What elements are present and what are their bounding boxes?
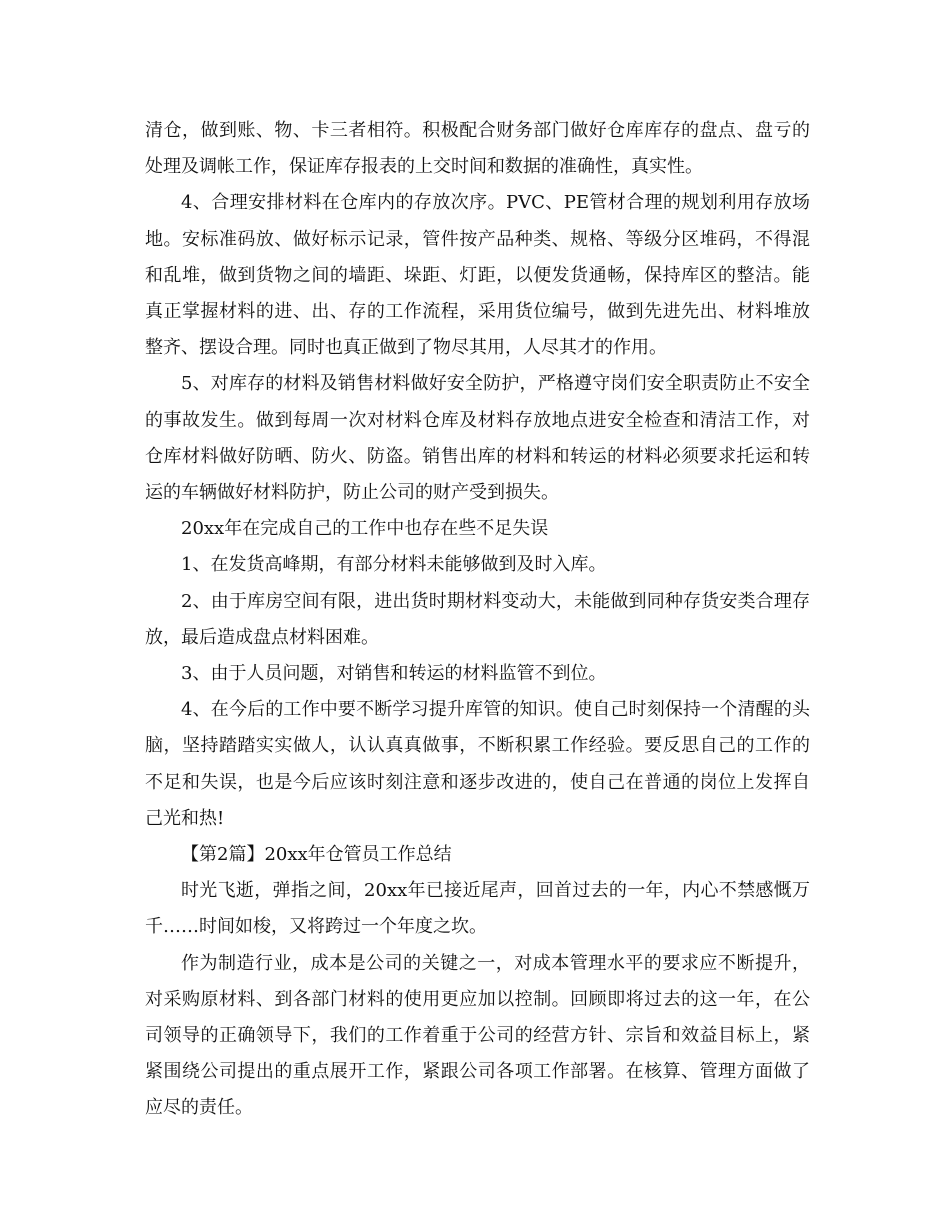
paragraph-shortcomings-intro: 20xx年在完成自己的工作中也存在些不足失误	[181, 518, 549, 540]
section-heading-article-2: 【第2篇】20xx年仓管员工作总结	[181, 844, 452, 866]
paragraph-shortcoming-3: 3、由于人员问题，对销售和转运的材料监管不到位。	[181, 663, 607, 685]
paragraph-item-4-storage-order: 4、合理安排材料在仓库内的存放次序。PVC、PE管材合理的规划利用存放场地。安标准码放、做好标示记录，管件按产品种类、规格、等级分区堆码，不得混和乱堆，做到货物之间的墙距、垛距、灯距，以便发货通畅，保持库区的整洁。能真正掌握材料的进、出、存的工作流程，采用货位编号，做到先进先出、材料堆放整齐、摆设合理。同时也真正做到了物尽其用，人尽其才的作用。	[145, 192, 810, 359]
paragraph-shortcoming-4: 4、在今后的工作中要不断学习提升库管的知识。使自己时刻保持一个清醒的头脑，坚持踏踏实实做人，认认真真做事，不断积累工作经验。要反思自己的工作的不足和失误，也是今后应该时刻注意和逐步改进的，使自己在普通的岗位上发挥自己光和热!	[145, 699, 810, 829]
paragraph-shortcoming-1: 1、在发货高峰期，有部分材料未能够做到及时入库。	[181, 554, 607, 576]
paragraph-continuation: 清仓，做到账、物、卡三者相符。积极配合财务部门做好仓库库存的盘点、盘亏的处理及调帐工作，保证库存报表的上交时间和数据的准确性，真实性。	[145, 120, 810, 178]
document-page	[145, 113, 810, 1127]
paragraph-item-5-safety: 5、对库存的材料及销售材料做好安全防护，严格遵守岗们安全职责防止不安全的事故发生。做到每周一次对材料仓库及材料存放地点进安全检查和清洁工作，对仓库材料做好防晒、防火、防盗。销售出库的材料和转运的材料必须要求托运和转运的车辆做好材料防护，防止公司的财产受到损失。	[145, 373, 810, 504]
paragraph-time-flies: 时光飞逝，弹指之间，20xx年已接近尾声，回首过去的一年，内心不禁感慨万千……时间如梭，又将跨过一个年度之坎。	[145, 880, 810, 938]
paragraph-shortcoming-2: 2、由于库房空间有限，进出货时期材料变动大，未能做到同种存货安类合理存放，最后造成盘点材料困难。	[145, 590, 810, 648]
paragraph-cost-management: 作为制造行业，成本是公司的关键之一，对成本管理水平的要求应不断提升，对采购原材料、到各部门材料的使用更应加以控制。回顾即将过去的这一年，在公司领导的正确领导下，我们的工作着重于公司的经营方针、宗旨和效益目标上，紧紧围绕公司提出的重点展开工作，紧跟公司各项工作部署。在核算、管理方面做了应尽的责任。	[145, 952, 810, 1119]
